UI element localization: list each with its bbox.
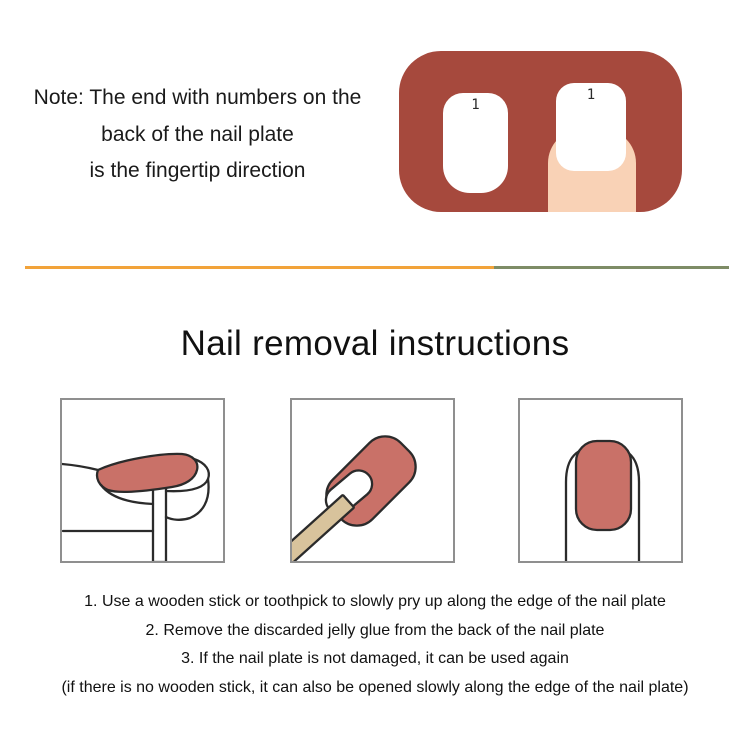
pry-up-nail-diagram [62,400,223,561]
instruction-step-2: 2. Remove the discarded jelly glue from the back of the nail plate [145,621,605,639]
finger-top-line [62,464,98,470]
instruction-list [0,588,750,702]
numbered-nail-on-finger [556,83,626,171]
wooden-stick [153,480,166,561]
nail-number-label: 1 [471,97,480,113]
remove-glue-diagram [292,400,453,561]
lifted-nail-plate [97,454,197,492]
note-line-2: back of the nail plate [101,122,294,146]
nail-number-label: 1 [586,87,596,103]
wooden-stick [292,495,354,561]
step2-illustration [290,398,455,563]
note-line-1: Note: The end with numbers on the [33,86,362,109]
step3-illustration [518,398,683,563]
divider-right-segment [494,266,729,269]
instruction-step-3: 3. If the nail plate is not damaged, it can be used again [181,650,569,667]
divider-left-segment [25,266,494,269]
nail-on-finger-diagram [520,400,681,561]
instruction-note: (if there is no wooden stick, it can also be opened slowly along the edge of the nail plate) [61,678,689,696]
numbered-nail-blank [443,93,508,193]
note-text [5,80,390,190]
wooden-stick-group [292,495,354,561]
page-title: Nail removal instructions [180,324,570,363]
instruction-step-1: 1. Use a wooden stick or toothpick to slowly pry up along the edge of the nail plate [84,593,666,610]
nail-plate-card-illustration [399,51,682,212]
step1-illustration [60,398,225,563]
applied-nail-plate [576,441,631,530]
note-line-3: is the fingertip direction [89,159,306,182]
